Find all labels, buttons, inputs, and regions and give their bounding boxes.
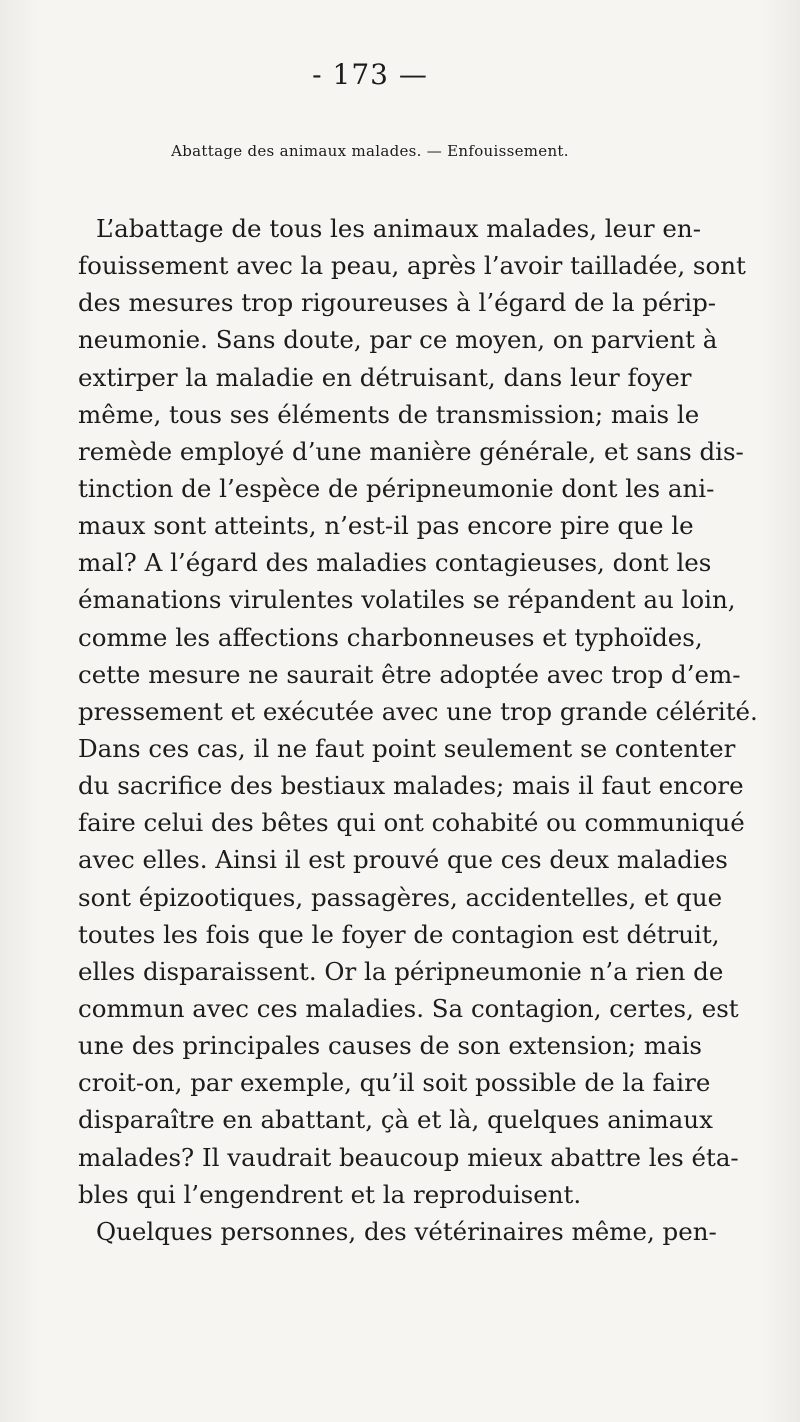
body-text bbox=[78, 210, 758, 1250]
page-number: - 173 — bbox=[312, 58, 428, 91]
text-line: commun avec ces maladies. Sa contagion, certes, est bbox=[78, 993, 739, 1023]
text-line: même, tous ses éléments de transmission; mais le bbox=[78, 399, 700, 429]
text-line: toutes les fois que le foyer de contagion est détruit, bbox=[78, 919, 720, 949]
text-line: avec elles. Ainsi il est prouvé que ces deux maladies bbox=[78, 845, 728, 875]
text-line: sont épizootiques, passagères, accidentelles, et que bbox=[78, 882, 723, 912]
text-line: malades? Il vaudrait beaucoup mieux abattre les éta- bbox=[78, 1142, 739, 1172]
text-line: maux sont atteints, n’est-il pas encore pire que le bbox=[78, 511, 694, 541]
text-line: L’abattage de tous les animaux malades, leur en- bbox=[96, 214, 701, 243]
text-line: Quelques personnes, des vétérinaires même, pen- bbox=[96, 1216, 717, 1246]
text-line: remède employé d’une manière générale, et sans dis- bbox=[78, 436, 744, 466]
text-line: tinction de l’espèce de péripneumonie dont les ani- bbox=[78, 473, 715, 503]
text-line: du sacrifice des bestiaux malades; mais il faut encore bbox=[78, 771, 744, 801]
text-line: pressement et exécutée avec une trop grande célérité. bbox=[78, 696, 758, 726]
text-line: bles qui l’engendrent et la reproduisent. bbox=[78, 1179, 582, 1209]
text-line: mal? A l’égard des maladies contagieuses, dont les bbox=[78, 548, 712, 578]
running-head: Abattage des animaux malades. — Enfouissement. bbox=[171, 142, 569, 160]
text-line: comme les affections charbonneuses et typhoïdes, bbox=[78, 622, 703, 652]
text-line: neumonie. Sans doute, par ce moyen, on parvient à bbox=[78, 325, 718, 355]
text-line: faire celui des bêtes qui ont cohabité ou communiqué bbox=[78, 808, 745, 838]
text-line: une des principales causes de son extension; mais bbox=[78, 1031, 703, 1061]
text-line: fouissement avec la peau, après l’avoir tailladée, sont bbox=[78, 251, 746, 281]
text-line: elles disparaissent. Or la péripneumonie n’a rien de bbox=[78, 956, 724, 986]
text-line: extirper la maladie en détruisant, dans leur foyer bbox=[78, 362, 692, 392]
text-line: des mesures trop rigoureuses à l’égard de la périp- bbox=[78, 288, 717, 318]
text-line: croit-on, par exemple, qu’il soit possible de la faire bbox=[78, 1068, 711, 1098]
text-line: émanations virulentes volatiles se répandent au loin, bbox=[78, 585, 736, 615]
text-line: disparaître en abattant, çà et là, quelques animaux bbox=[78, 1105, 713, 1135]
text-line: Dans ces cas, il ne faut point seulement se contenter bbox=[78, 733, 736, 763]
text-line: cette mesure ne saurait être adoptée avec trop d’em- bbox=[78, 659, 741, 689]
